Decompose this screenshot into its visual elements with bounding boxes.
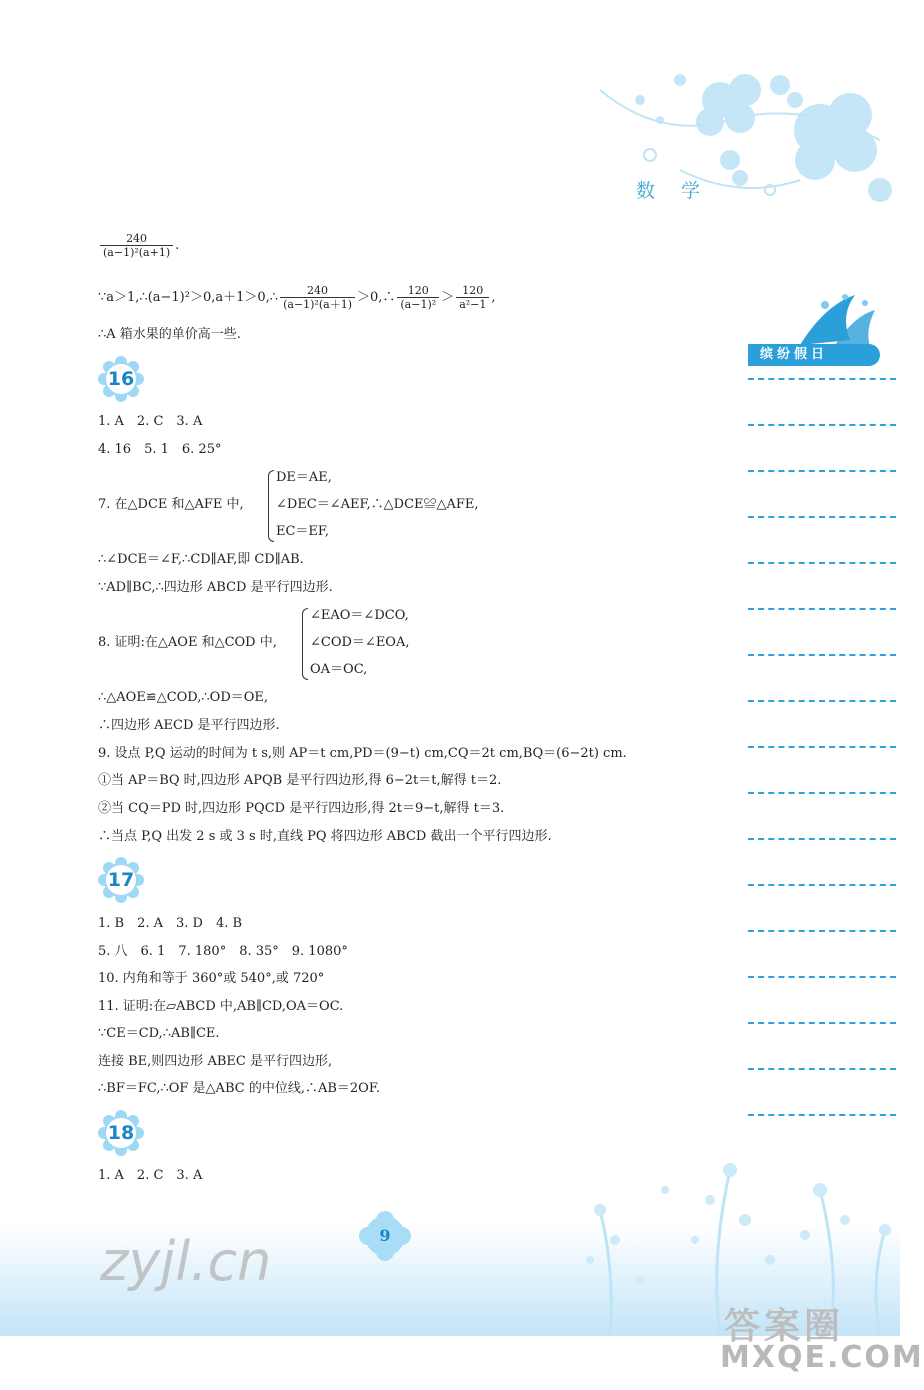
note-line [748, 976, 896, 978]
note-line [748, 378, 896, 380]
answer-line: 7. 在△DCE 和△AFE 中, [98, 497, 244, 512]
brace-line: ∠COD＝∠EOA, [310, 635, 410, 650]
answer-line: 8. 证明:在△AOE 和△COD 中, [98, 635, 277, 650]
brace [302, 608, 308, 680]
fraction: $\frac{120}{\text{a²−1}}$ [456, 284, 489, 311]
brace-line: EC＝EF, [276, 524, 330, 539]
section-badge-17: 17 [98, 857, 144, 903]
sidebar-title: 缤纷假日 [748, 344, 880, 366]
watermark-answer-circle: 答案圈 [724, 1306, 845, 1347]
note-line [748, 1022, 896, 1024]
section-badge-16: 16 [98, 356, 144, 402]
section-badge-18: 18 [98, 1110, 144, 1156]
watermark-zyjl: zyjl.cn [100, 1230, 272, 1293]
watermark-mxqe: MXQE.COM [720, 1340, 924, 1375]
answer-line: 10. 内角和等于 360°或 540°,或 720° [98, 971, 325, 986]
answer-line: ∵AD∥BC,∴四边形 ABCD 是平行四边形. [98, 580, 333, 595]
page-number: 9 [379, 1226, 391, 1245]
note-line [748, 562, 896, 564]
answer-line: 1. A 2. C 3. A [98, 414, 203, 429]
note-line [748, 424, 896, 426]
fraction: $\frac{240}{\text{(a−1)²(a+1)}}$ [100, 232, 173, 259]
note-line [748, 516, 896, 518]
answer-line: $\frac{240}{\text{(a−1)²(a+1)}}$ . [98, 232, 179, 259]
note-line [748, 792, 896, 794]
fraction: $\frac{120}{\text{(a−1)²}}$ [397, 284, 439, 311]
answer-line: 5. 八 6. 1 7. 180° 8. 35° 9. 1080° [98, 944, 348, 959]
note-line [748, 654, 896, 656]
note-line [748, 930, 896, 932]
answer-line: ∴∠DCE＝∠F,∴CD∥AF,即 CD∥AB. [98, 552, 304, 567]
answer-line: ∴△AOE≌△COD,∴OD＝OE, [98, 690, 269, 705]
answer-line: 1. A 2. C 3. A [98, 1168, 203, 1183]
answer-line: ②当 CQ＝PD 时,四边形 PQCD 是平行四边形,得 2t＝9−t,解得 t＝3. [98, 801, 505, 816]
subject-title: 数 学 [636, 180, 711, 202]
brace-line: OA＝OC, [310, 662, 368, 677]
answer-line: 4. 16 5. 1 6. 25° [98, 442, 222, 457]
fraction: $\frac{240}{\text{(a−1)²(a＋1)}}$ [280, 284, 355, 311]
answer-line: ∴当点 P,Q 出发 2 s 或 3 s 时,直线 PQ 将四边形 ABCD 截出一个平行四边形. [98, 829, 552, 844]
brace-line: ∠EAO＝∠DCO, [310, 608, 409, 623]
answer-line: ∴四边形 AECD 是平行四边形. [98, 718, 280, 733]
note-line [748, 746, 896, 748]
answer-line: ∴A 箱水果的单价高一些. [98, 327, 241, 342]
brace-line: DE＝AE, [276, 470, 332, 485]
note-line [748, 608, 896, 610]
note-line [748, 470, 896, 472]
note-line [748, 838, 896, 840]
answer-line: ∵a＞1,∴(a−1)²＞0,a＋1＞0,∴ $\frac{240}{\text{(a−1)²(a＋1)}}$ ＞0,∴ $\frac{120}{\text{(a−1)²}}$ ＞ $\frac{120}{\text{a²−1}}$ , [98, 284, 496, 311]
answer-line: 连接 BE,则四边形 ABEC 是平行四边形, [98, 1054, 333, 1069]
answer-line: ∵CE＝CD,∴AB∥CE. [98, 1026, 220, 1041]
answer-line: ∴BF＝FC,∴OF 是△ABC 的中位线,∴AB＝2OF. [98, 1081, 380, 1096]
answer-line: 11. 证明:在▱ABCD 中,AB∥CD,OA＝OC. [98, 999, 344, 1014]
note-line [748, 1114, 896, 1116]
answer-line: 1. B 2. A 3. D 4. B [98, 916, 243, 931]
brace-line: ∠DEC＝∠AEF,∴△DCE≌△AFE, [276, 497, 479, 512]
answer-line: 9. 设点 P,Q 运动的时间为 t s,则 AP＝t cm,PD＝(9−t) cm,CQ＝2t cm,BQ＝(6−2t) cm. [98, 746, 627, 761]
note-line [748, 884, 896, 886]
brace [268, 470, 274, 542]
answer-line: ①当 AP＝BQ 时,四边形 APQB 是平行四边形,得 6−2t＝t,解得 t＝2. [98, 773, 502, 788]
floral-header-decoration [580, 60, 900, 220]
note-line [748, 1068, 896, 1070]
note-line [748, 700, 896, 702]
